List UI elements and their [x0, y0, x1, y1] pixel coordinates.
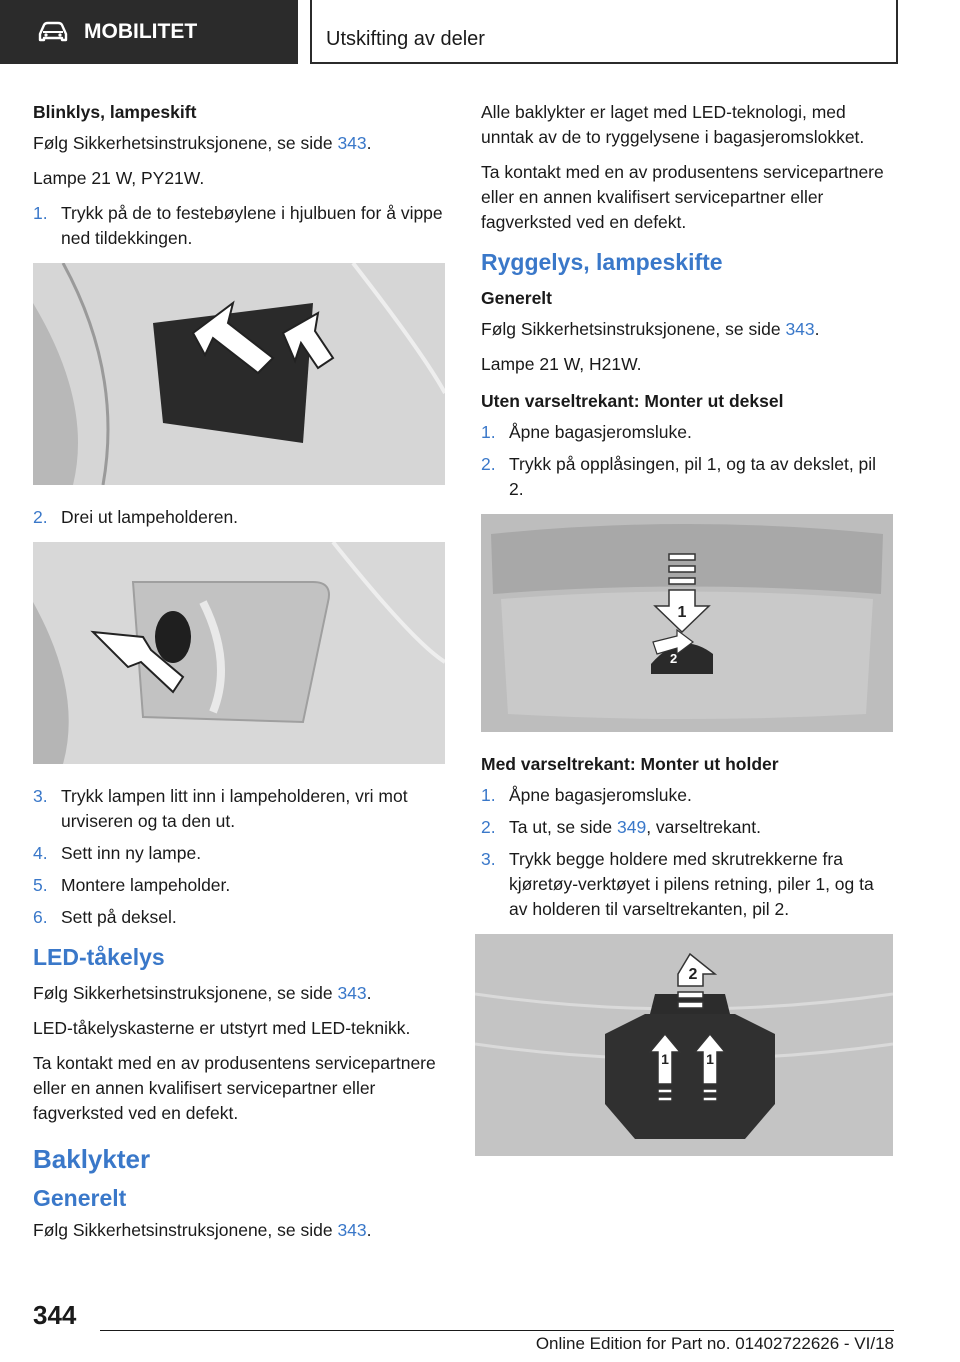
step-number: 1.	[481, 422, 496, 442]
step-text: Sett på deksel.	[61, 907, 177, 927]
step-number: 3.	[33, 786, 48, 806]
period: .	[366, 133, 372, 153]
ryggelys-heading: Ryggelys, lampeskifte	[481, 249, 723, 275]
step-number: 2.	[33, 507, 48, 527]
edition-text: Online Edition for Part no. 01402722626 - VI/18	[535, 1334, 894, 1353]
page-link[interactable]: 343	[785, 319, 815, 339]
list-item	[33, 841, 445, 866]
footer-divider	[100, 1330, 894, 1331]
page-link[interactable]: 343	[337, 1220, 367, 1240]
arrow-label-1-right: 1	[706, 1051, 714, 1067]
med-heading: Med varseltrekant: Monter ut holder	[481, 754, 779, 774]
safety-text: Følg Sikkerhetsinstruksjonene, se side	[33, 133, 338, 153]
step-text: Montere lampeholder.	[61, 875, 231, 895]
step-text: Åpne bagasjeromsluke.	[509, 422, 692, 442]
trunk-lid-cover-figure	[481, 514, 893, 732]
step-text: Åpne bagasjeromsluke.	[509, 785, 692, 805]
step-number: 6.	[33, 907, 48, 927]
led-heading: LED-tåkelys	[33, 944, 165, 970]
led-text-2: Ta kontakt med en av produsentens servicepartnere eller en annen kvalifisert servicepartner eller fagverksted ved en defekt.	[33, 1053, 436, 1123]
steps-list-b	[33, 505, 445, 530]
arrow-label-1-left: 1	[661, 1051, 669, 1067]
car-icon	[36, 20, 70, 44]
left-column	[33, 100, 445, 1253]
wheel-arch-cover-figure	[33, 263, 445, 485]
list-item	[33, 784, 445, 834]
arrow-label-2: 2	[670, 651, 678, 666]
baklykter-heading: Baklykter	[33, 1144, 151, 1174]
step-number: 1.	[33, 203, 48, 223]
list-item	[33, 905, 445, 930]
generelt-subheading: Generelt	[481, 288, 552, 308]
page-link[interactable]: 343	[337, 133, 367, 153]
list-item	[481, 783, 893, 808]
step-number: 5.	[33, 875, 48, 895]
step-number: 2.	[481, 454, 496, 474]
list-item	[481, 420, 893, 445]
intro-text-1: Alle baklykter er laget med LED-teknologi, med unntak av de to ryggelysene i bagasjeromslokket.	[481, 102, 865, 147]
list-item	[33, 201, 445, 251]
step-text: Drei ut lampeholderen.	[61, 507, 239, 527]
page-link[interactable]: 343	[337, 983, 367, 1003]
med-steps	[481, 783, 893, 922]
step-text: Trykk begge holdere med skrutrekkerne fra kjøretøy-verktøyet i pilens retning, piler 1, og ta av holderen til varseltrekanten, pil 2.	[509, 849, 874, 919]
section-tab	[0, 0, 298, 64]
period: .	[814, 319, 820, 339]
lamp-holder-figure	[33, 542, 445, 764]
generelt-heading: Generelt	[33, 1185, 127, 1211]
uten-steps	[481, 420, 893, 502]
step-text: Trykk lampen litt inn i lampeholderen, vri mot urviseren og ta den ut.	[61, 786, 408, 831]
steps-list-a	[33, 201, 445, 251]
arrow-label-2: 2	[688, 966, 698, 983]
list-item	[481, 847, 893, 922]
warning-triangle-holder-figure	[475, 934, 893, 1156]
rygg-lamp: Lampe 21 W, H21W.	[481, 354, 642, 374]
page-link[interactable]: 349	[616, 817, 647, 837]
page-number: 344	[33, 1300, 77, 1330]
safety-text: Følg Sikkerhetsinstruksjonene, se side	[481, 319, 786, 339]
safety-text: Følg Sikkerhetsinstruksjonene, se side	[33, 1220, 338, 1240]
period: .	[366, 983, 372, 1003]
step-text-post: , varseltrekant.	[646, 817, 761, 837]
step-number: 3.	[481, 849, 496, 869]
step-number: 4.	[33, 843, 48, 863]
step-number: 2.	[481, 817, 496, 837]
step-text	[509, 815, 761, 840]
arrow-label-1: 1	[677, 604, 687, 621]
step-text: Trykk på opplåsingen, pil 1, og ta av dekslet, pil 2.	[509, 454, 877, 499]
step-text-pre: Ta ut, se side	[509, 817, 617, 837]
right-column	[481, 100, 893, 1176]
list-item	[33, 505, 445, 530]
section-title: MOBILITET	[84, 20, 198, 43]
blinklys-heading: Blinklys, lampeskift	[33, 102, 197, 122]
intro-text-2: Ta kontakt med en av produsentens servicepartnere eller en annen kvalifisert servicepartner eller fagverksted ved en defekt.	[481, 162, 884, 232]
chapter-header	[310, 0, 898, 64]
steps-list-c	[33, 784, 445, 930]
led-safety-note	[33, 981, 445, 1006]
step-number: 1.	[481, 785, 496, 805]
blinklys-lamp: Lampe 21 W, PY21W.	[33, 168, 205, 188]
step-text: Trykk på de to festebøylene i hjulbuen for å vippe ned tildekkingen.	[61, 203, 443, 248]
period: .	[366, 1220, 372, 1240]
list-item	[481, 452, 893, 502]
list-item	[481, 815, 893, 840]
uten-heading: Uten varseltrekant: Monter ut deksel	[481, 391, 784, 411]
led-text-1: LED-tåkelyskasterne er utstyrt med LED-teknikk.	[33, 1018, 411, 1038]
chapter-title: Utskifting av deler	[326, 28, 485, 50]
step-text: Sett inn ny lampe.	[61, 843, 202, 863]
list-item	[33, 873, 445, 898]
safety-text: Følg Sikkerhetsinstruksjonene, se side	[33, 983, 338, 1003]
rygg-safety-note	[481, 317, 893, 342]
generelt-safety-note	[33, 1218, 445, 1243]
blinklys-safety-note	[33, 131, 445, 156]
